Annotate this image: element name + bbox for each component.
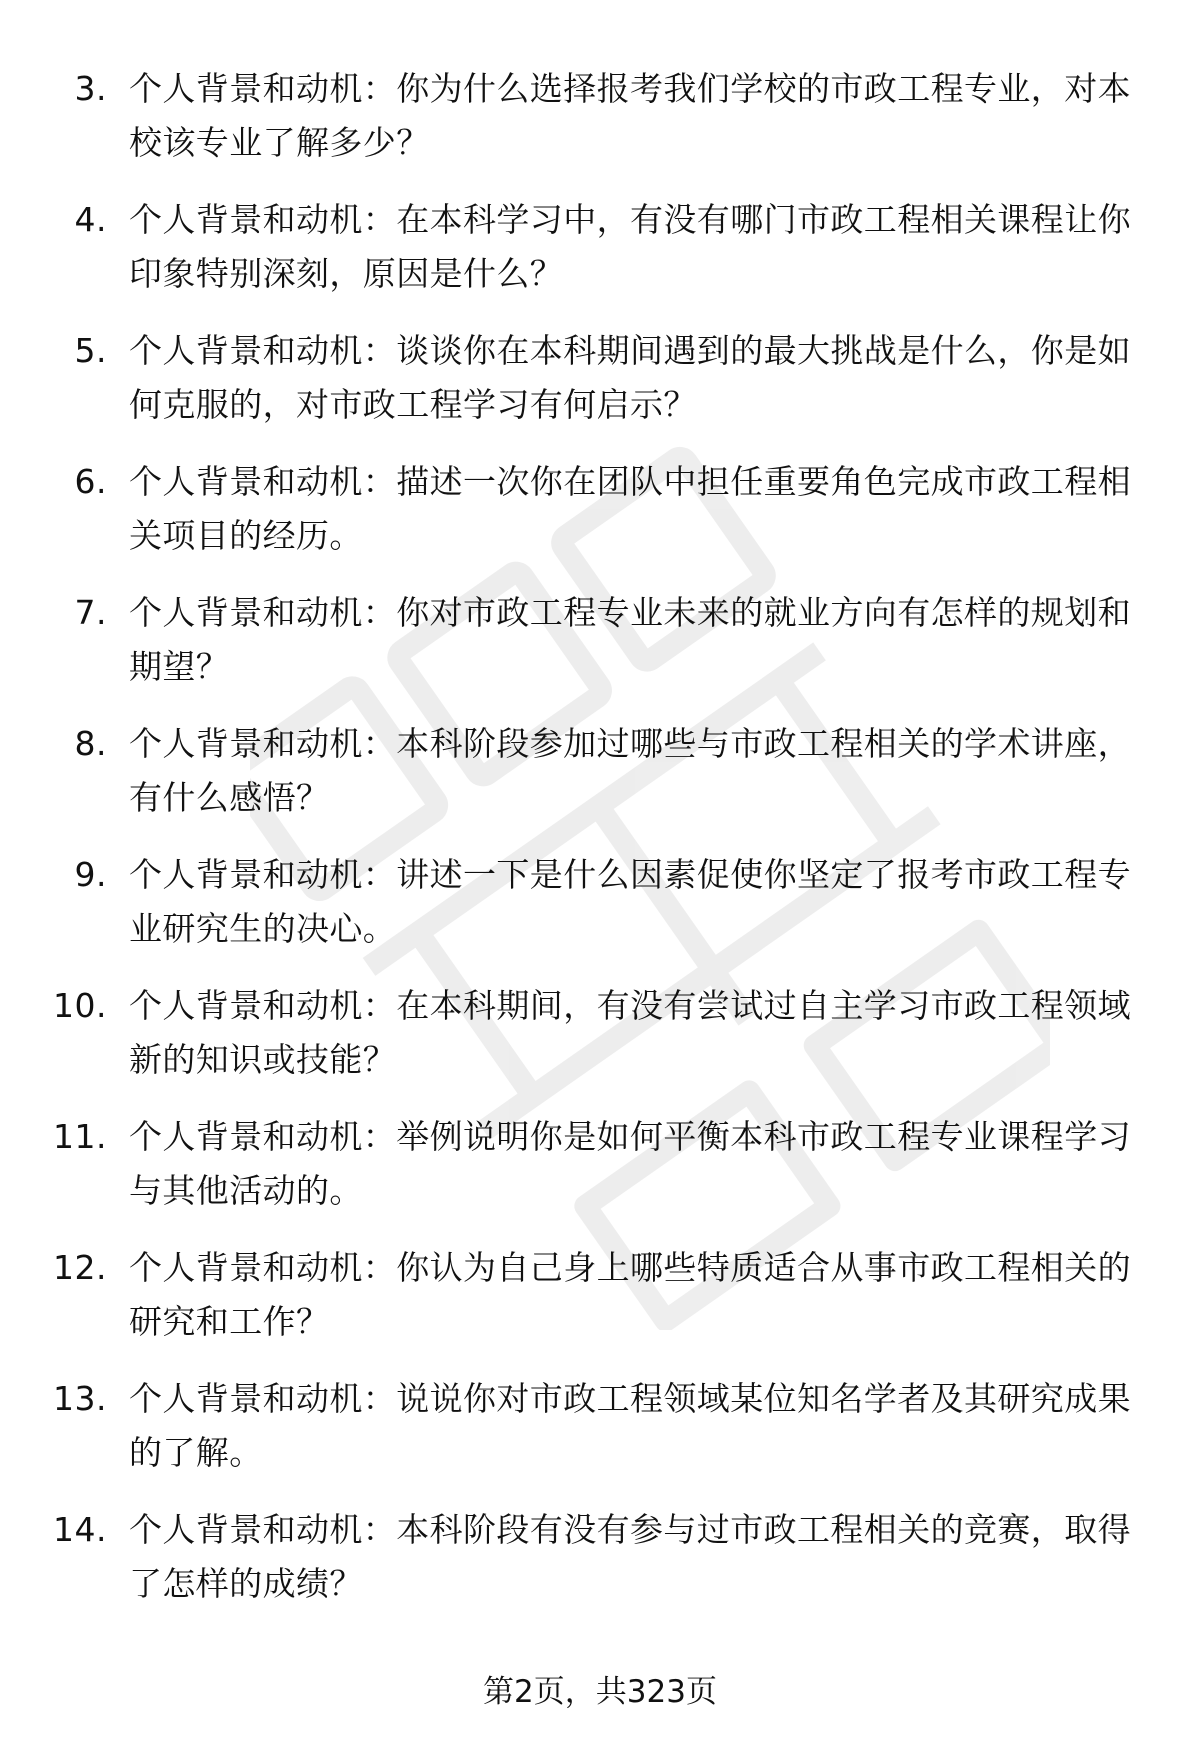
question-text: 个人背景和动机：说说你对市政工程领域某位知名学者及其研究成果的了解。 [129,1379,1131,1472]
question-text: 个人背景和动机：本科阶段有没有参与过市政工程相关的竞赛，取得了怎样的成绩？ [129,1510,1131,1603]
question-item [0,1108,1200,1239]
question-list [0,60,1200,1632]
question-text: 个人背景和动机：描述一次你在团队中担任重要角色完成市政工程相关项目的经历。 [129,462,1131,555]
question-text: 个人背景和动机：你认为自己身上哪些特质适合从事市政工程相关的研究和工作？ [129,1248,1131,1341]
question-number: 7. [74,593,107,632]
question-number: 5. [74,331,107,370]
question-item [0,1501,1200,1632]
question-text: 个人背景和动机：在本科期间，有没有尝试过自主学习市政工程领域新的知识或技能？ [129,986,1131,1079]
question-item [0,715,1200,846]
question-number: 6. [74,462,107,501]
question-number: 9. [74,855,107,894]
question-number: 8. [74,724,107,763]
question-item [0,453,1200,584]
question-number: 10. [53,986,107,1025]
question-text: 个人背景和动机：谈谈你在本科期间遇到的最大挑战是什么，你是如何克服的，对市政工程学习有何启示？ [129,331,1131,424]
question-item [0,977,1200,1108]
page-indicator: 第2页，共323页 [483,1674,717,1710]
question-item [0,322,1200,453]
question-number: 13. [53,1379,107,1418]
question-number: 14. [53,1510,107,1549]
question-item [0,846,1200,977]
question-number: 11. [53,1117,107,1156]
question-item [0,584,1200,715]
question-number: 3. [74,69,107,108]
question-item [0,191,1200,322]
question-item [0,1239,1200,1370]
question-text: 个人背景和动机：举例说明你是如何平衡本科市政工程专业课程学习与其他活动的。 [129,1117,1131,1210]
question-text: 个人背景和动机：讲述一下是什么因素促使你坚定了报考市政工程专业研究生的决心。 [129,855,1131,948]
question-item [0,60,1200,191]
question-number: 4. [74,200,107,239]
question-number: 12. [53,1248,107,1287]
question-text: 个人背景和动机：本科阶段参加过哪些与市政工程相关的学术讲座，有什么感悟？ [129,724,1131,817]
question-text: 个人背景和动机：你对市政工程专业未来的就业方向有怎样的规划和期望？ [129,593,1131,686]
question-text: 个人背景和动机：你为什么选择报考我们学校的市政工程专业，对本校该专业了解多少？ [129,69,1131,162]
question-item [0,1370,1200,1501]
question-text: 个人背景和动机：在本科学习中，有没有哪门市政工程相关课程让你印象特别深刻，原因是什么？ [129,200,1131,293]
